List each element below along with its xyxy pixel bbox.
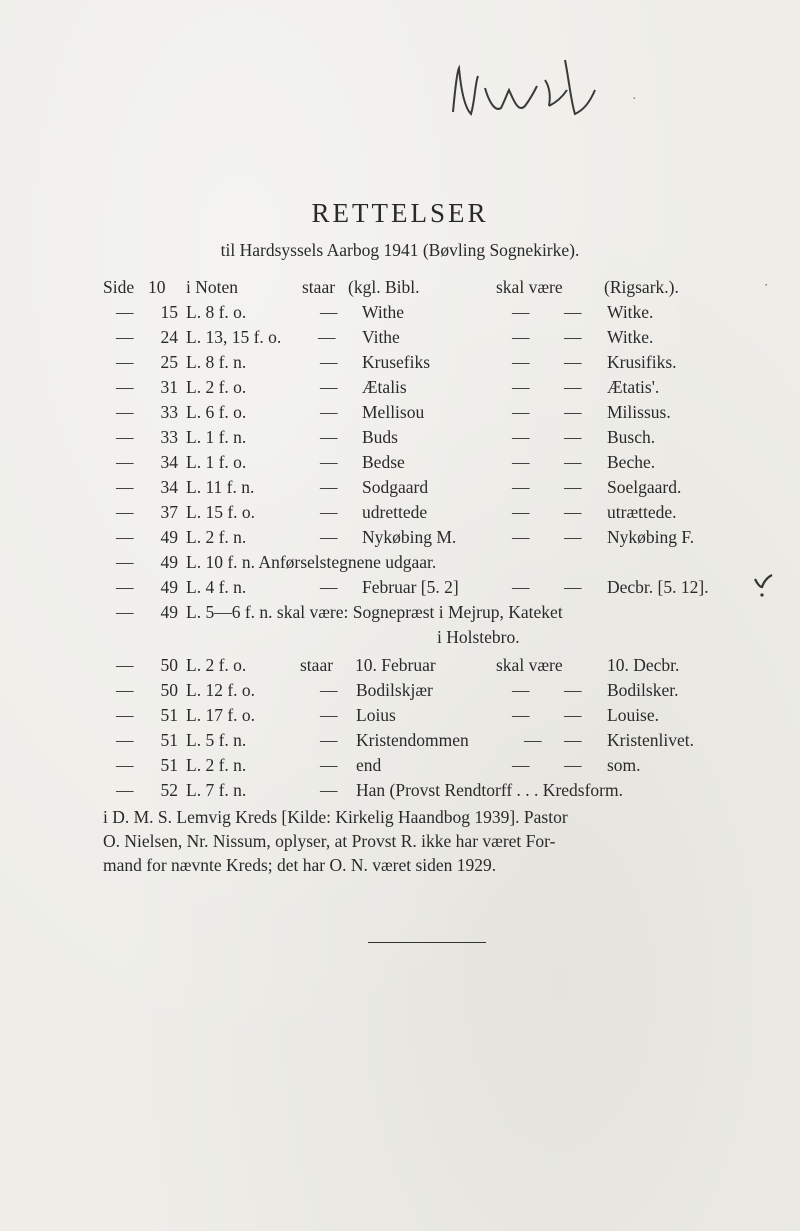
correction-row: — 49 L. 4 f. n. — Februar [5. 2] — — Decbr. [5. 12]. bbox=[0, 577, 800, 601]
check-mark-icon bbox=[752, 571, 774, 599]
page-subtitle: til Hardsyssels Aarbog 1941 (Bøvling Sognekirke). bbox=[220, 240, 580, 260]
correction-row: — 15 L. 8 f. o. — Withe — — Witke. bbox=[116, 302, 654, 322]
continuation-row: i Holstebro. bbox=[437, 627, 520, 647]
staar-label: staar bbox=[302, 277, 336, 297]
header-row: Side 10 i Noten staar (kgl. Bibl. skal være (Rigsark.). · bbox=[103, 277, 769, 297]
correction-row: — 33 L. 6 f. o. — Mellisou — — Milissus. bbox=[116, 402, 671, 422]
correction-row: — 34 L. 11 f. n. — Sodgaard — — Soelgaard. bbox=[116, 477, 682, 497]
correction-row: — 33 L. 1 f. n. — Buds — — Busch. bbox=[116, 427, 656, 447]
old-source: (kgl. Bibl. bbox=[348, 277, 420, 297]
correction-row: — 24 L. 13, 15 f. o. — Vithe — — Witke. bbox=[116, 327, 654, 347]
page-title: RETTELSER bbox=[311, 198, 489, 228]
correction-row: — 49 L. 5—6 f. n. skal være: Sognepræst i Mejrup, Kateket bbox=[116, 602, 563, 622]
correction-row: — 52 L. 7 f. n. — Han (Provst Rendtorff . . . Kredsform. bbox=[116, 780, 623, 800]
page-number: 10 bbox=[148, 277, 166, 297]
correction-row: — 50 L. 2 f. o. staar 10. Februar skal være 10. Decbr. bbox=[116, 655, 680, 675]
correction-row: — 25 L. 8 f. n. — Krusefiks — — Krusifiks. bbox=[116, 352, 677, 372]
correction-row: — 51 L. 17 f. o. — Loius — — Louise. bbox=[116, 705, 660, 725]
end-rule bbox=[368, 942, 486, 943]
line-ref: i Noten bbox=[186, 277, 239, 297]
correction-row: — 37 L. 15 f. o. — udrettede — — utrættede. bbox=[116, 502, 677, 522]
correction-row: — 51 L. 5 f. n. — Kristendommen — — Kristenlivet. bbox=[116, 730, 694, 750]
correction-row: — 51 L. 2 f. n. — end — — som. bbox=[116, 755, 641, 775]
correction-row: — 50 L. 12 f. o. — Bodilskjær — — Bodilsker. bbox=[116, 680, 679, 700]
new-source: (Rigsark.). bbox=[604, 277, 679, 297]
correction-row: — 31 L. 2 f. o. — Ætalis — — Ætatis'. bbox=[116, 377, 660, 397]
correction-row: — 49 L. 2 f. n. — Nykøbing M. — — Nykøbing F. bbox=[116, 527, 695, 547]
correction-row: — 34 L. 1 f. o. — Bedse — — Beche. bbox=[116, 452, 656, 472]
side-label: Side bbox=[103, 277, 135, 297]
ink-dot: · bbox=[632, 92, 637, 107]
skal-label: skal være bbox=[496, 277, 563, 297]
closing-paragraph: i D. M. S. Lemvig Kreds [Kilde: Kirkelig Haandbog 1939]. Pastor O. Nielsen, Nr. Nissum, oplyser, at Provst R. ikke har været For- mand for nævnte Kreds; det har O. N. været siden 1929. bbox=[103, 807, 568, 875]
correction-row: — 49 L. 10 f. n. Anførselstegnene udgaar. bbox=[116, 552, 437, 572]
